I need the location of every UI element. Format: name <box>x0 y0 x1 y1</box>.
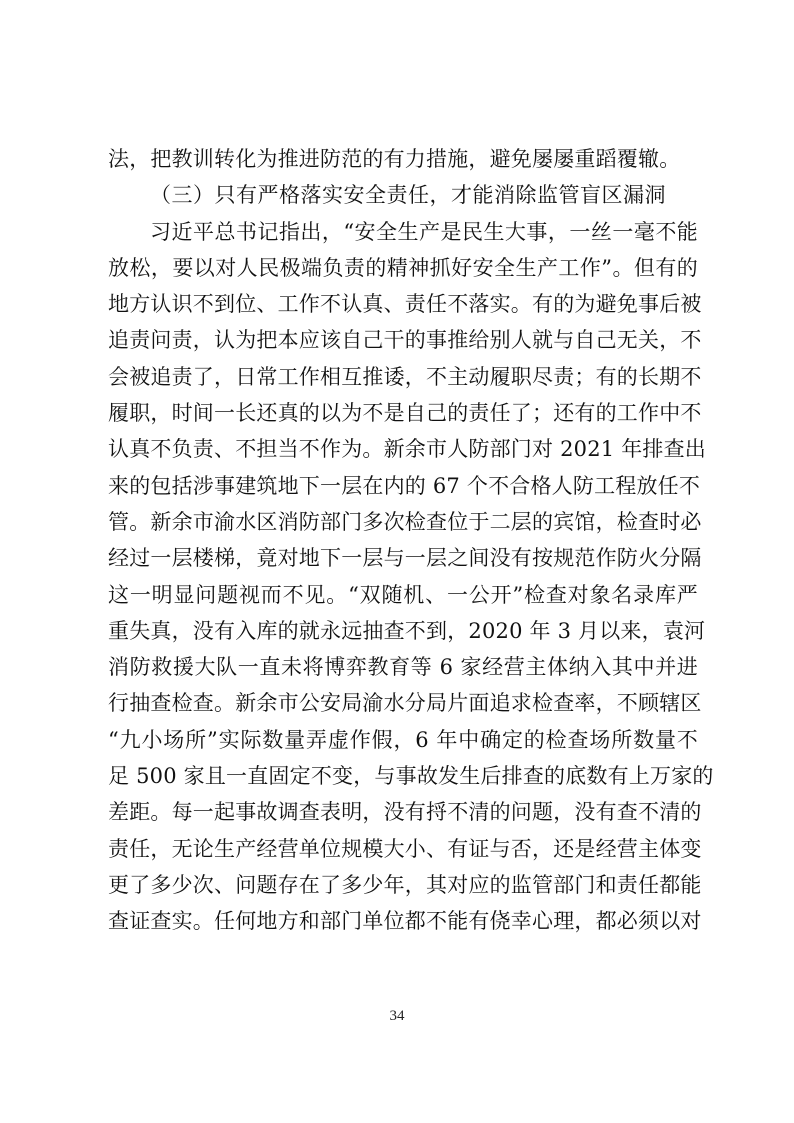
page-number: 34 <box>389 1008 405 1024</box>
text-line: 更了多少次、问题存在了多少年，其对应的监管部门和责任都能 <box>108 872 702 897</box>
text-line: 地方认识不到位、工作不认真、责任不落实。有的为避免事后被 <box>108 292 702 317</box>
text-line: 认真不负责、不担当不作为。新余市人防部门对 2021 年排查出 <box>108 437 706 462</box>
text-line: 来的包括涉事建筑地下一层在内的 67 个不合格人防工程放任不 <box>108 473 701 498</box>
text-line: “九小场所”实际数量弄虚作假，6 年中确定的检查场所数量不 <box>108 727 698 752</box>
text-line: 消防救援大队一直未将博弈教育等 6 家经营主体纳入其中并进 <box>108 655 698 680</box>
section-heading: （三）只有严格落实安全责任，才能消除监管盲区漏洞 <box>150 183 666 208</box>
text-line: 法，把教训转化为推进防范的有力措施，避免屡屡重蹈覆辙。 <box>108 147 681 171</box>
text-line: 这一明显问题视而不见。“双随机、一公开”检查对象名录库严 <box>108 582 698 607</box>
text-line: 放松，要以对人民极端负责的精神抓好安全生产工作”。但有的 <box>108 255 698 280</box>
text-line: 履职，时间一长还真的以为不是自己的责任了；还有的工作中不 <box>108 401 702 426</box>
text-line: 追责问责，认为把本应该自己干的事推给别人就与自己无关，不 <box>108 328 702 353</box>
text-line: 经过一层楼梯，竟对地下一层与一层之间没有按规范作防火分隔 <box>108 546 702 571</box>
text-line: 责任，无论生产经营单位规模大小、有证与否，还是经营主体变 <box>108 836 702 861</box>
text-line: 行抽查检查。新余市公安局渝水分局片面追求检查率，不顾辖区 <box>108 691 702 716</box>
body-text <box>108 141 714 940</box>
text-line: 足 500 家且一直固定不变，与事故发生后排查的底数有上万家的 <box>108 764 714 789</box>
paragraph-first-line: 习近平总书记指出，“安全生产是民生大事，一丝一毫不能 <box>150 219 698 244</box>
text-line: 重失真，没有入库的就永远抽查不到，2020 年 3 月以来，袁河 <box>108 618 706 643</box>
text-line: 管。新余市渝水区消防部门多次检查位于二层的宾馆，检查时必 <box>108 509 702 534</box>
text-line: 查证查实。任何地方和部门单位都不能有侥幸心理，都必须以对 <box>108 909 702 934</box>
text-line: 差距。每一起事故调查表明，没有捋不清的问题，没有查不清的 <box>108 800 702 825</box>
text-line: 会被追责了，日常工作相互推诿，不主动履职尽责；有的长期不 <box>108 364 702 389</box>
